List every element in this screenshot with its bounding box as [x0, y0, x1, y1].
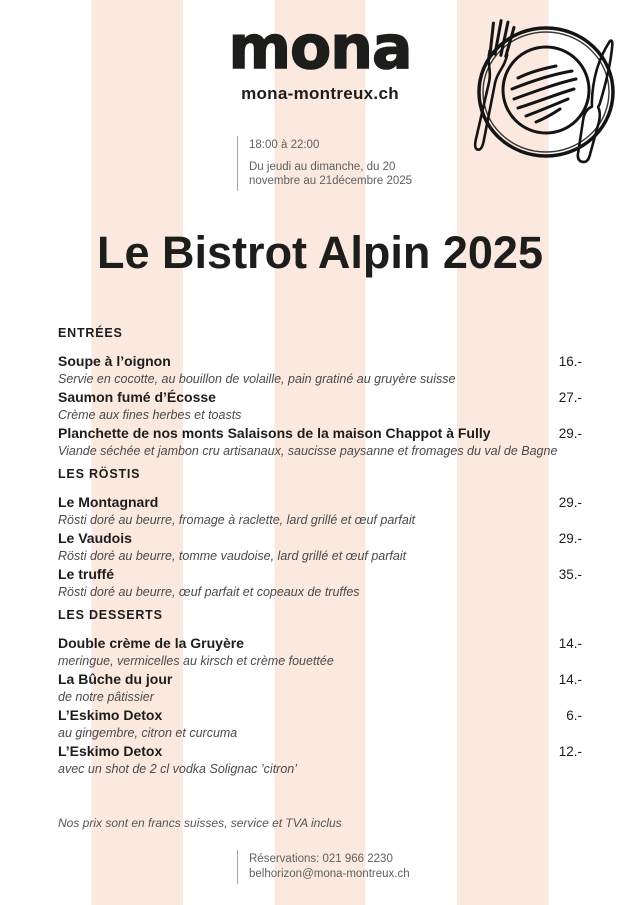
section-header: LES RÖSTIS: [58, 467, 141, 481]
item-description: Rösti doré au beurre, œuf parfait et copeaux de truffes: [58, 585, 360, 599]
menu-item: [58, 529, 582, 565]
menu-section: [58, 325, 582, 460]
item-description: Viande séchée et jambon cru artisanaux, saucisse paysanne et fromages du val de Bagne: [58, 444, 558, 458]
menu-item: [58, 565, 582, 601]
item-price: 6.-: [566, 708, 582, 723]
menu-item: [58, 634, 582, 670]
menu: [58, 325, 582, 778]
menu-section: [58, 607, 582, 778]
section-header: ENTRÉES: [58, 326, 123, 340]
item-description: avec un shot de 2 cl vodka Solignac ’citron’: [58, 762, 298, 776]
menu-item: [58, 424, 582, 460]
hours-days: [249, 160, 412, 189]
section-items: [58, 634, 582, 778]
reservations-phone: Réservations: 021 966 2230: [249, 853, 393, 865]
item-name: Saumon fumé d’Écosse: [58, 389, 216, 405]
item-price: 12.-: [558, 744, 582, 759]
item-description: Rösti doré au beurre, tomme vaudoise, lard grillé et œuf parfait: [58, 549, 407, 563]
item-price: 29.-: [558, 495, 582, 510]
item-description: au gingembre, citron et curcuma: [58, 726, 238, 740]
item-description: meringue, vermicelles au kirsch et crème fouettée: [58, 654, 334, 668]
hours-days-line1: Du jeudi au dimanche, du 20: [249, 160, 396, 173]
item-description: de notre pâtissier: [58, 690, 154, 704]
section-header: LES DESSERTS: [58, 608, 163, 622]
item-name: Le Vaudois: [58, 530, 132, 546]
item-price: 14.-: [558, 636, 582, 651]
brand-website: mona-montreux.ch: [241, 84, 399, 103]
price-note: Nos prix sont en francs suisses, service et TVA inclus: [58, 816, 342, 830]
menu-item: [58, 352, 582, 388]
menu-item: [58, 706, 582, 742]
item-description: Servie en cocotte, au bouillon de volaille, pain gratiné au gruyère suisse: [58, 372, 456, 386]
section-items: [58, 352, 582, 460]
item-name: Planchette de nos monts Salaisons de la maison Chappot à Fully: [58, 425, 491, 441]
reservations-email: belhorizon@mona-montreux.ch: [249, 868, 410, 880]
item-name: Le truffé: [58, 566, 114, 582]
item-name: La Bûche du jour: [58, 671, 173, 687]
item-name: L’Eskimo Detox: [58, 707, 163, 723]
item-name: Soupe à l’oignon: [58, 353, 171, 369]
opening-hours: [237, 136, 412, 191]
item-price: 29.-: [558, 531, 582, 546]
section-items: [58, 493, 582, 601]
item-name: Double crème de la Gruyère: [58, 635, 244, 651]
item-description: Rösti doré au beurre, fromage à raclette, lard grillé et œuf parfait: [58, 513, 416, 527]
item-name: L’Eskimo Detox: [58, 743, 163, 759]
item-name: Le Montagnard: [58, 494, 159, 510]
item-price: 29.-: [558, 426, 582, 441]
hours-days-line2: novembre au 21décembre 2025: [249, 175, 413, 187]
menu-section: [58, 466, 582, 601]
item-description: Crème aux fines herbes et toasts: [58, 408, 242, 422]
cutlery-illustration: [452, 12, 630, 170]
item-price: 27.-: [558, 390, 582, 405]
hours-time: 18:00 à 22:00: [249, 139, 320, 151]
menu-item: [58, 493, 582, 529]
item-price: 35.-: [558, 567, 582, 582]
reservations-block: [237, 850, 410, 884]
item-price: 16.-: [558, 354, 582, 369]
page-title: Le Bistrot Alpin 2025: [97, 227, 543, 278]
item-price: 14.-: [558, 672, 582, 687]
menu-item: [58, 670, 582, 706]
menu-item: [58, 742, 582, 778]
knife-icon: [574, 38, 616, 163]
menu-item: [58, 388, 582, 424]
brand-logo: mona: [228, 13, 412, 83]
